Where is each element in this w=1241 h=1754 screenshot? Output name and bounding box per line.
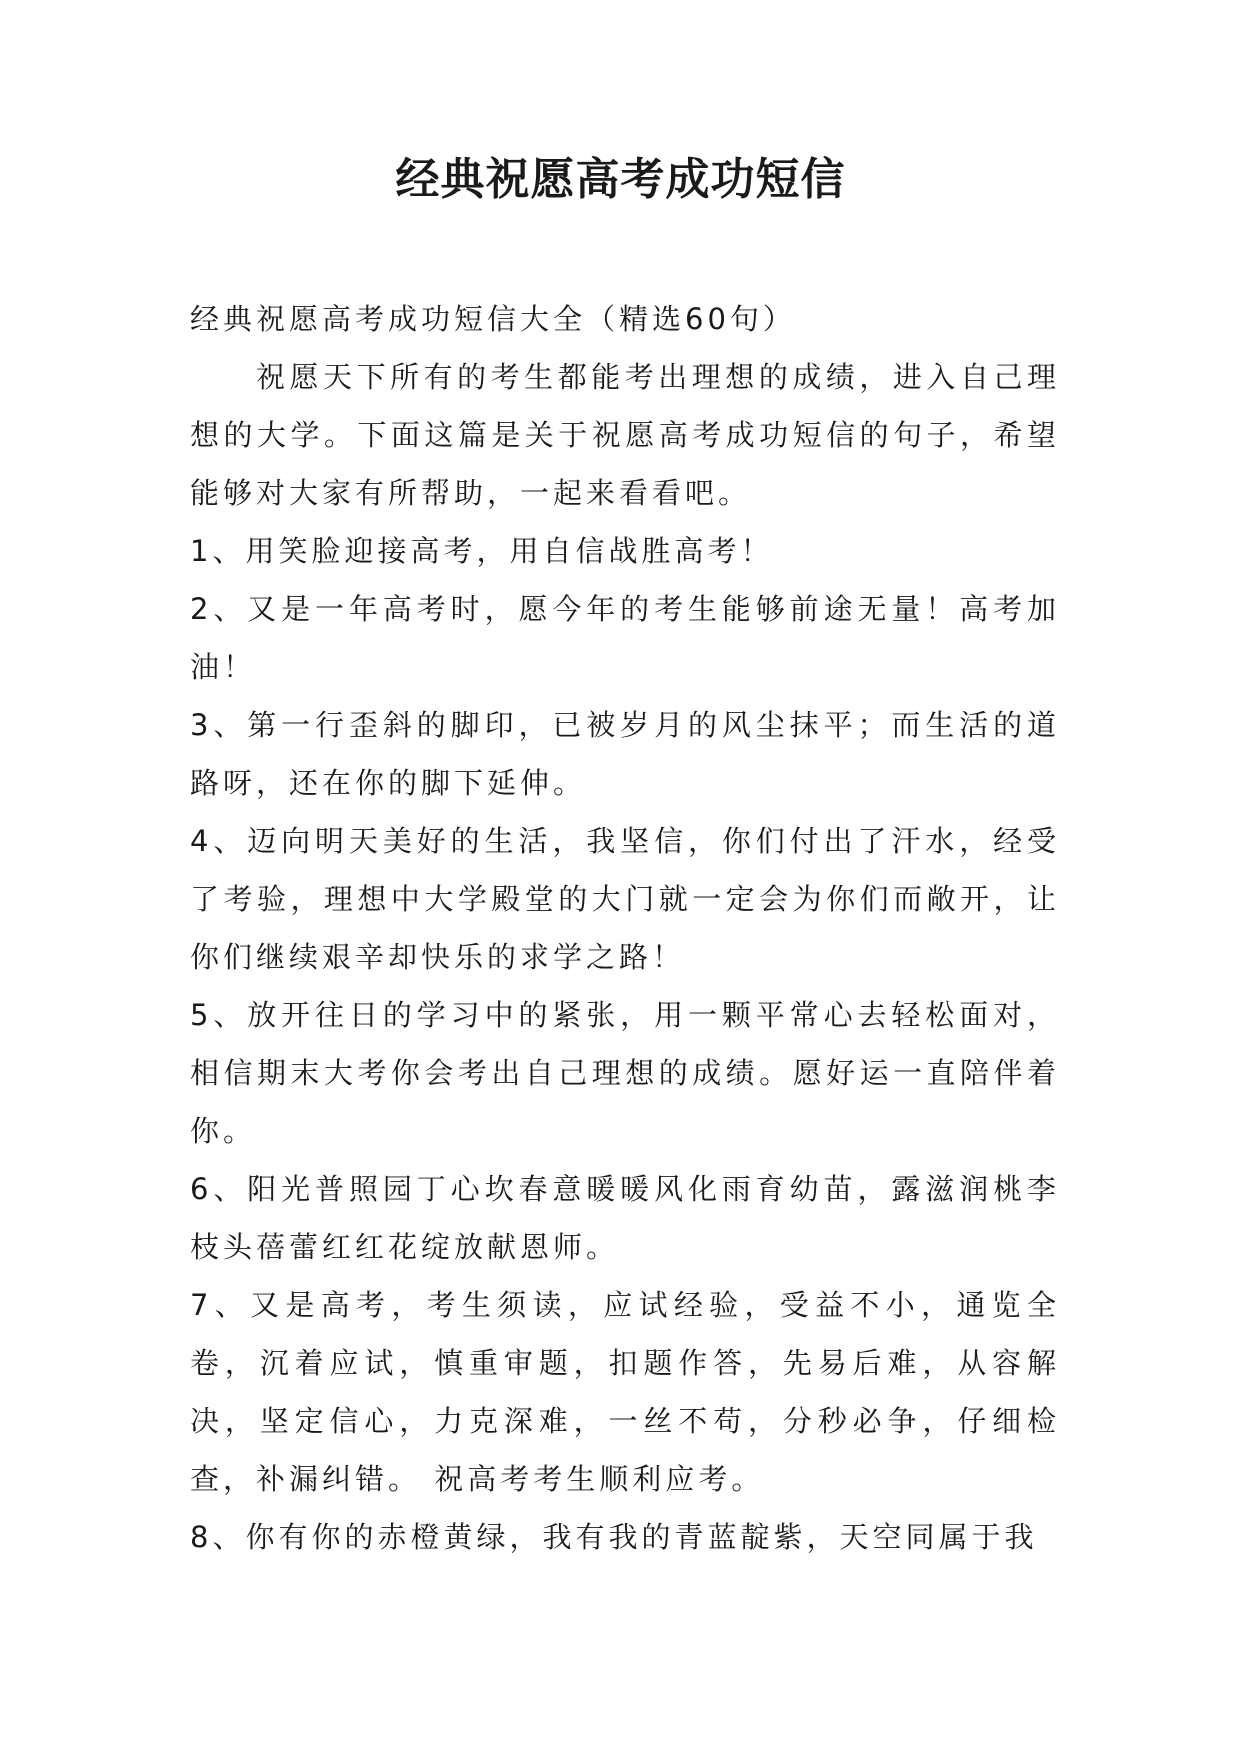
- list-item: 1、用笑脸迎接高考，用自信战胜高考！: [190, 534, 774, 568]
- list-item: 6、阳光普照园丁心坎春意暖暖风化雨育幼苗，露滋润桃李枝头蓓蕾红红花绽放献恩师。: [190, 1172, 1060, 1264]
- intro-paragraph: 祝愿天下所有的考生都能考出理想的成绩，进入自己理想的大学。下面这篇是关于祝愿高考成功短信的句子，希望能够对大家有所帮助，一起来看看吧。: [190, 360, 1060, 510]
- list-item: 2、又是一年高考时，愿今年的考生能够前途无量！高考加油！: [190, 592, 1060, 684]
- list-item: 5、放开往日的学习中的紧张，用一颗平常心去轻松面对，相信期末大考你会考出自己理想的成绩。愿好运一直陪伴着你。: [190, 998, 1060, 1148]
- list-item: 7、又是高考，考生须读，应试经验，受益不小，通览全卷，沉着应试，慎重审题，扣题作答，先易后难，从容解决，坚定信心，力克深难，一丝不苟，分秒必争，仔细检查，补漏纠错。 祝高考考生顺利应考。: [190, 1288, 1060, 1496]
- document-body: [190, 290, 1060, 1566]
- document-subtitle: 经典祝愿高考成功短信大全（精选60句）: [190, 302, 796, 336]
- list-item: 4、迈向明天美好的生活，我坚信，你们付出了汗水，经受了考验，理想中大学殿堂的大门就一定会为你们而敞开，让你们继续艰辛却快乐的求学之路！: [190, 824, 1060, 974]
- list-item: 3、第一行歪斜的脚印，已被岁月的风尘抹平；而生活的道路呀，还在你的脚下延伸。: [190, 708, 1060, 800]
- list-item: 8、你有你的赤橙黄绿，我有我的青蓝靛紫，天空同属于我: [190, 1520, 1038, 1554]
- document-title: 经典祝愿高考成功短信: [395, 154, 846, 205]
